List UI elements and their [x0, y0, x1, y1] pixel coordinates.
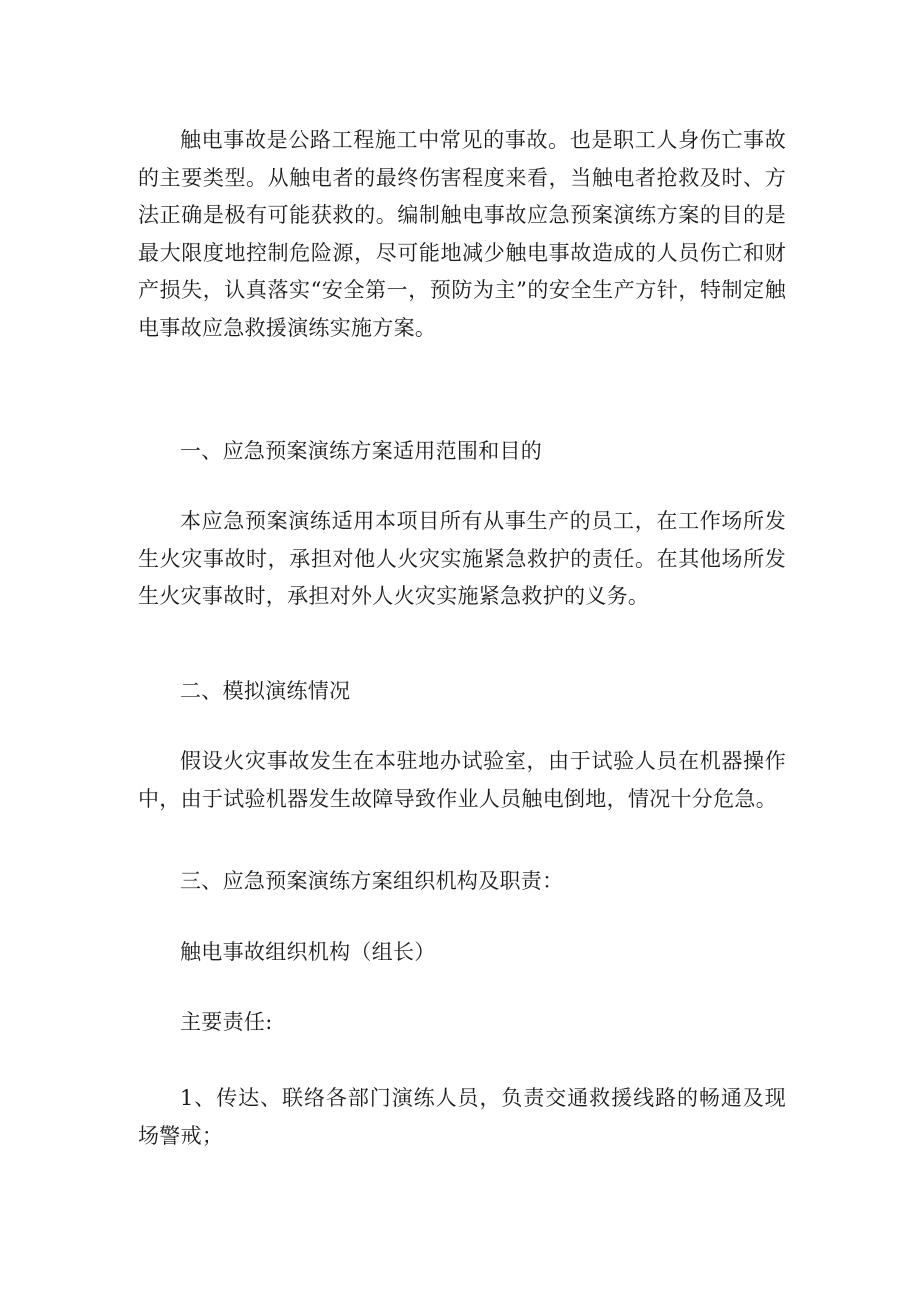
section-2-title: 二、模拟演练情况 [180, 679, 351, 703]
duties-label: 主要责任: [180, 1010, 273, 1034]
section-3-title: 三、应急预案演练方案组织机构及职责： [180, 869, 564, 893]
intro-paragraph: 触电事故是公路工程施工中常见的事故。也是职工人身伤亡事故的主要类型。从触电者的最终伤害程度来看，当触电者抢救及时、方法正确是极有可能获救的。编制触电事故应急预案演练方案的目的是最大限度地控制危险源，尽可能地减少触电事故造成的人员伤亡和财产损失，认真落实“安全第一，预防为主”的安全生产方针，特制定触电事故应急救援演练实施方案。 [138, 128, 786, 340]
section-2-body: 假设火灾事故发生在本驻地办试验室，由于试验人员在机器操作中，由于试验机器发生故障导致作业人员触电倒地，情况十分危急。 [138, 749, 786, 811]
section-1-title: 一、应急预案演练方案适用范围和目的 [180, 439, 543, 463]
duty-item-1: 1、传达、联络各部门演练人员，负责交通救援线路的畅通及现场警戒； [138, 1086, 786, 1148]
org-title: 触电事故组织机构（组长） [180, 940, 436, 964]
section-1-body: 本应急预案演练适用本项目所有从事生产的员工，在工作场所发生火灾事故时，承担对他人火灾实施紧急救护的责任。在其他场所发生火灾事故时，承担对外人火灾实施紧急救护的义务。 [138, 509, 786, 608]
